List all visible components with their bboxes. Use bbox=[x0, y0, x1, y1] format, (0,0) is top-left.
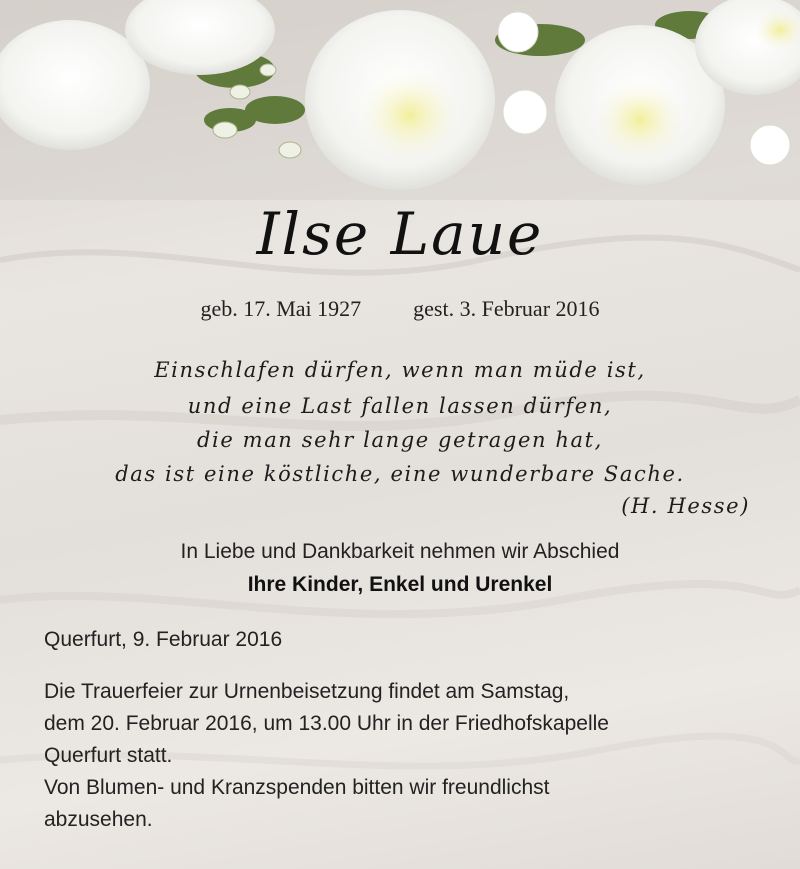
poem-line: die man sehr lange getragen hat, bbox=[197, 428, 603, 452]
funeral-service-notice bbox=[44, 676, 764, 836]
birth-date: geb. 17. Mai 1927 bbox=[200, 296, 362, 321]
death-date: gest. 3. Februar 2016 bbox=[413, 296, 600, 321]
service-line: dem 20. Februar 2016, um 13.00 Uhr in der Friedhofskapelle bbox=[44, 712, 609, 735]
poem-line: Einschlafen dürfen, wenn man müde ist, bbox=[154, 358, 646, 382]
farewell-text: In Liebe und Dankbarkeit nehmen wir Abschied bbox=[180, 540, 620, 563]
poem-line: das ist eine köstliche, eine wunderbare Sache. bbox=[115, 462, 685, 486]
place-and-date: Querfurt, 9. Februar 2016 bbox=[44, 628, 283, 651]
service-line: abzusehen. bbox=[44, 808, 153, 831]
life-dates bbox=[0, 296, 800, 322]
deceased-name: Ilse Laue bbox=[256, 200, 544, 268]
service-line: Die Trauerfeier zur Urnenbeisetzung findet am Samstag, bbox=[44, 680, 570, 703]
mourners-signature: Ihre Kinder, Enkel und Urenkel bbox=[247, 573, 553, 596]
poem-line: und eine Last fallen lassen dürfen, bbox=[187, 394, 613, 418]
service-line: Von Blumen- und Kranzspenden bitten wir freundlichst bbox=[44, 776, 550, 799]
poem-author: (H. Hesse) bbox=[621, 494, 750, 518]
service-line: Querfurt statt. bbox=[44, 744, 173, 767]
white-tulip-flowers-image bbox=[0, 0, 800, 200]
